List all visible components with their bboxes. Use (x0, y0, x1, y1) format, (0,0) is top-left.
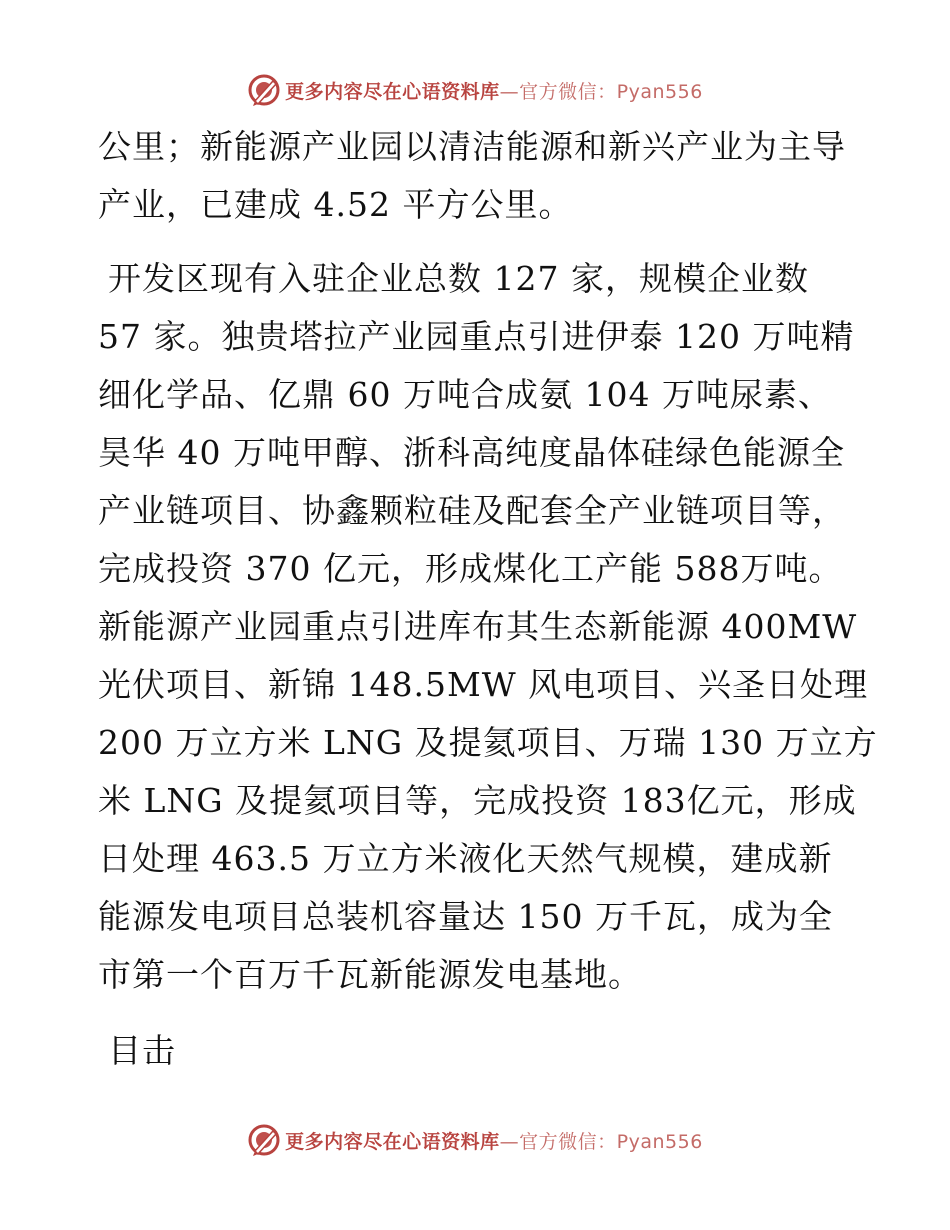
footer-watermark-tail: —官方微信：Pyan556 (499, 1130, 703, 1153)
header-watermark-lead: 更多内容尽在心语资料库 (285, 80, 500, 103)
text-line: 米 LNG 及提氦项目等，完成投资 183亿元，形成 (98, 781, 857, 820)
document-body (98, 118, 878, 1080)
header-watermark-tail: —官方微信：Pyan556 (499, 80, 703, 103)
pen-seal-logo-icon (247, 1123, 281, 1157)
text-line: 光伏项目、新锦 148.5MW 风电项目、兴圣日处理 (98, 665, 869, 704)
section-heading-text: 目击 (108, 1031, 176, 1070)
text-line: 能源发电项目总装机容量达 150 万千瓦，成为全 (98, 897, 833, 936)
text-line: 产业，已建成 4.52 平方公里。 (98, 185, 573, 224)
text-line: 200 万立方米 LNG 及提氦项目、万瑞 130 万立方 (98, 723, 878, 762)
text-line: 57 家。独贵塔拉产业园重点引进伊泰 120 万吨精 (98, 317, 855, 356)
header-watermark-banner (0, 70, 950, 110)
text-line: 昊华 40 万吨甲醇、浙科高纯度晶体硅绿色能源全 (98, 433, 845, 472)
paragraph-industrial-parks (98, 118, 858, 234)
footer-watermark-text (285, 1127, 703, 1154)
text-line: 公里；新能源产业园以清洁能源和新兴产业为主导 (98, 127, 846, 166)
text-line: 细化学品、亿鼎 60 万吨合成氨 104 万吨尿素、 (98, 375, 832, 414)
text-line: 产业链项目、协鑫颗粒硅及配套全产业链项目等， (98, 491, 846, 530)
text-line: 日处理 463.5 万立方米液化天然气规模，建成新 (98, 839, 833, 878)
header-watermark-text (285, 77, 703, 104)
footer-watermark-lead: 更多内容尽在心语资料库 (285, 1130, 500, 1153)
text-line: 完成投资 370 亿元，形成煤化工产能 588万吨。 (98, 549, 843, 588)
text-line: 开发区现有入驻企业总数 127 家，规模企业数 (108, 259, 809, 298)
footer-watermark-banner (0, 1120, 950, 1160)
text-line: 市第一个百万千瓦新能源发电基地。 (98, 955, 642, 994)
paragraph-enterprises-and-projects (98, 250, 878, 1004)
text-line: 新能源产业园重点引进库布其生态新能源 400MW (98, 607, 858, 646)
pen-seal-logo-icon (247, 73, 281, 107)
paragraph-section-heading (98, 1022, 858, 1080)
